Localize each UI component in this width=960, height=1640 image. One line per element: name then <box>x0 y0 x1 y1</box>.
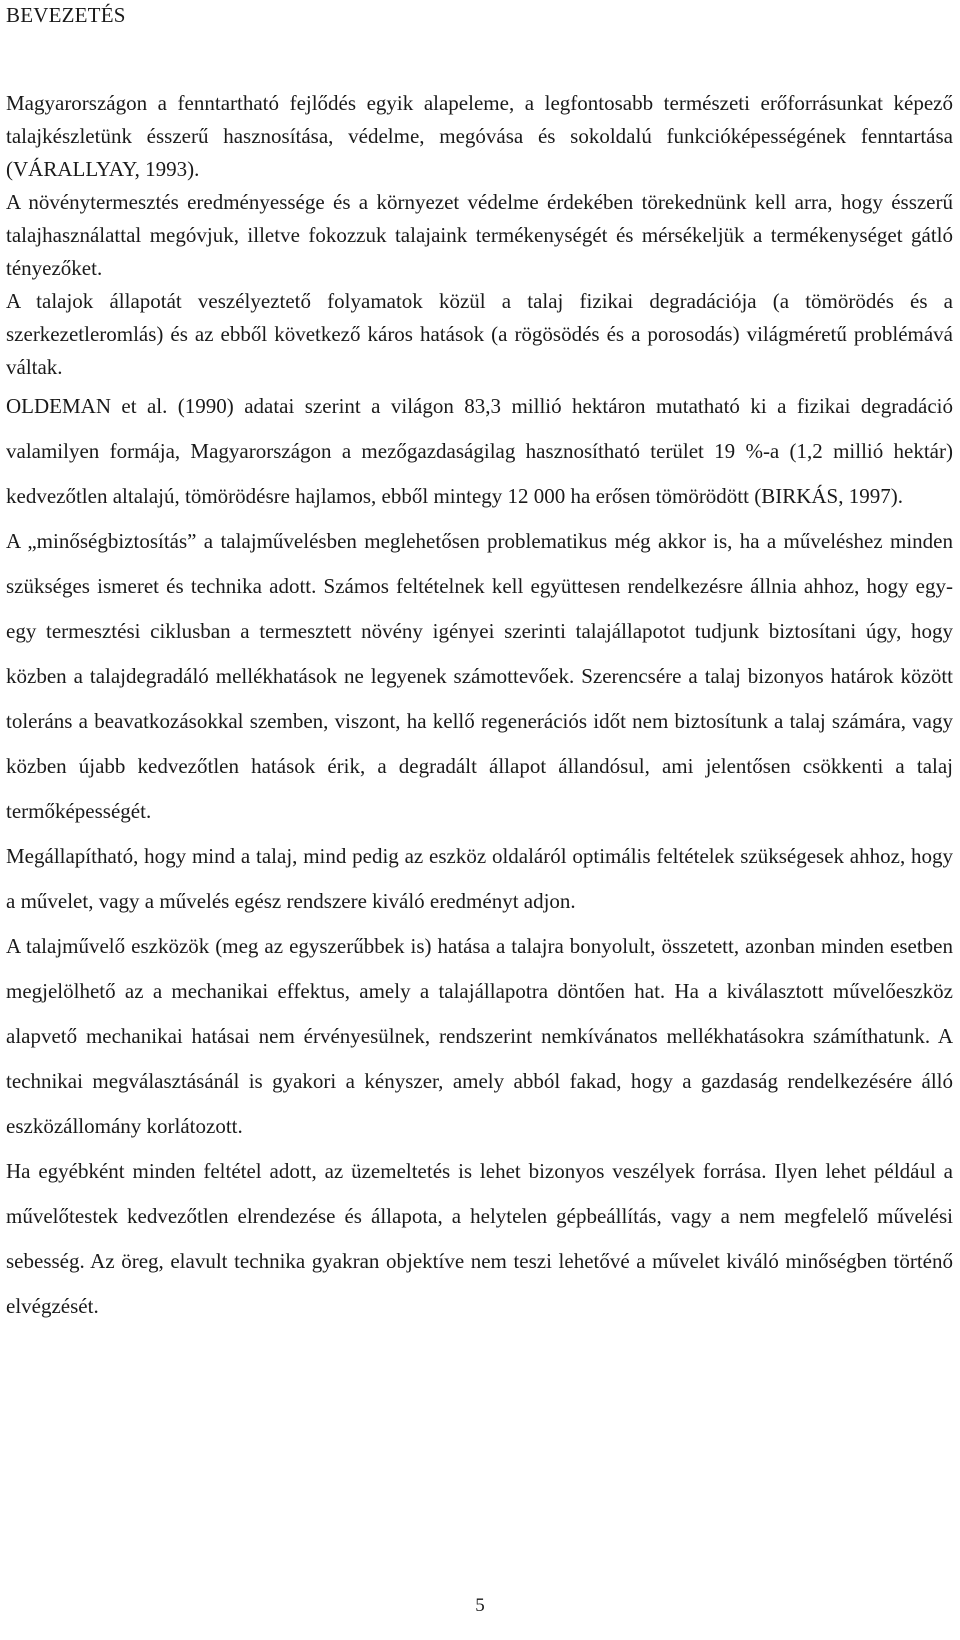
section-heading: BEVEZETÉS <box>6 3 126 27</box>
paragraph-3: A talajok állapotát veszélyeztető folyamatok közül a talaj fizikai degradációja (a tömörödés és a szerkezetleromlás) és az ebből következő káros hatások (a rögösödés és a porosodás) világméretű problémává váltak. <box>6 289 953 379</box>
paragraph-8: Ha egyébként minden feltétel adott, az üzemeltetés is lehet bizonyos veszélyek forrása. Ilyen lehet például a művelőtestek kedvezőtlen elrendezése és állapota, a helytelen gépbeállítás, vagy a nem megfelelő művelési sebesség. Az öreg, elavult technika gyakran objektíve nem teszi lehetővé a művelet kiváló minőségben történő elvégzését. <box>6 1159 953 1318</box>
paragraph-7: A talajművelő eszközök (meg az egyszerűbbek is) hatása a talajra bonyolult, összetett, azonban minden esetben megjelölhető az a mechanikai effektus, amely a talajállapotra döntően hat. Ha a kiválasztott művelőeszköz alapvető mechanikai hatásai nem érvényesülnek, rendszerint nemkívánatos mellékhatásokra számíthatunk. A technikai megválasztásánál is gyakori a kényszer, amely abból fakad, hogy a gazdaság rendelkezésére álló eszközállomány korlátozott. <box>6 934 953 1138</box>
paragraph-5: A „minőségbiztosítás” a talajművelésben meglehetősen problematikus még akkor is, ha a műveléshez minden szükséges ismeret és technika adott. Számos feltételnek kell együttesen rendelkezésre állnia ahhoz, hogy egy-egy termesztési ciklusban a termesztett növény igényei szerinti talajállapotot tudjunk biztosítani úgy, hogy közben a talajdegradáló mellékhatások ne legyenek számottevőek. Szerencsére a talaj bizonyos határok között toleráns a beavatkozásokkal szemben, viszont, ha kellő regenerációs időt nem biztosítunk a talaj számára, vagy közben újabb kedvezőtlen hatások érik, a degradált állapot állandósul, ami jelentősen csökkenti a talaj termőképességét. <box>6 529 953 823</box>
page-number: 5 <box>475 1595 485 1616</box>
paragraph-4: OLDEMAN et al. (1990) adatai szerint a világon 83,3 millió hektáron mutatható ki a fizikai degradáció valamilyen formája, Magyarországon a mezőgazdaságilag hasznosítható terület 19 %-a (1,2 millió hektár) kedvezőtlen altalajú, tömörödésre hajlamos, ebből mintegy 12 000 ha erősen tömörödött (BIRKÁS, 1997). <box>6 394 953 508</box>
body-text <box>6 87 953 1329</box>
paragraph-2: A növénytermesztés eredményessége és a környezet védelme érdekében törekednünk kell arra, hogy ésszerű talajhasználattal megóvjuk, illetve fokozzuk talajaink termékenységét és mérsékeljük a termékenységet gátló tényezőket. <box>6 190 953 280</box>
paragraph-6: Megállapítható, hogy mind a talaj, mind pedig az eszköz oldaláról optimális feltételek szükségesek ahhoz, hogy a művelet, vagy a művelés egész rendszere kiváló eredményt adjon. <box>6 844 953 913</box>
paragraph-1: Magyarországon a fenntartható fejlődés egyik alapeleme, a legfontosabb természeti erőforrásunkat képező talajkészletünk ésszerű hasznosítása, védelme, megóvása és sokoldalú funkcióképességének fenntartása (VÁRALLYAY, 1993). <box>6 91 953 181</box>
